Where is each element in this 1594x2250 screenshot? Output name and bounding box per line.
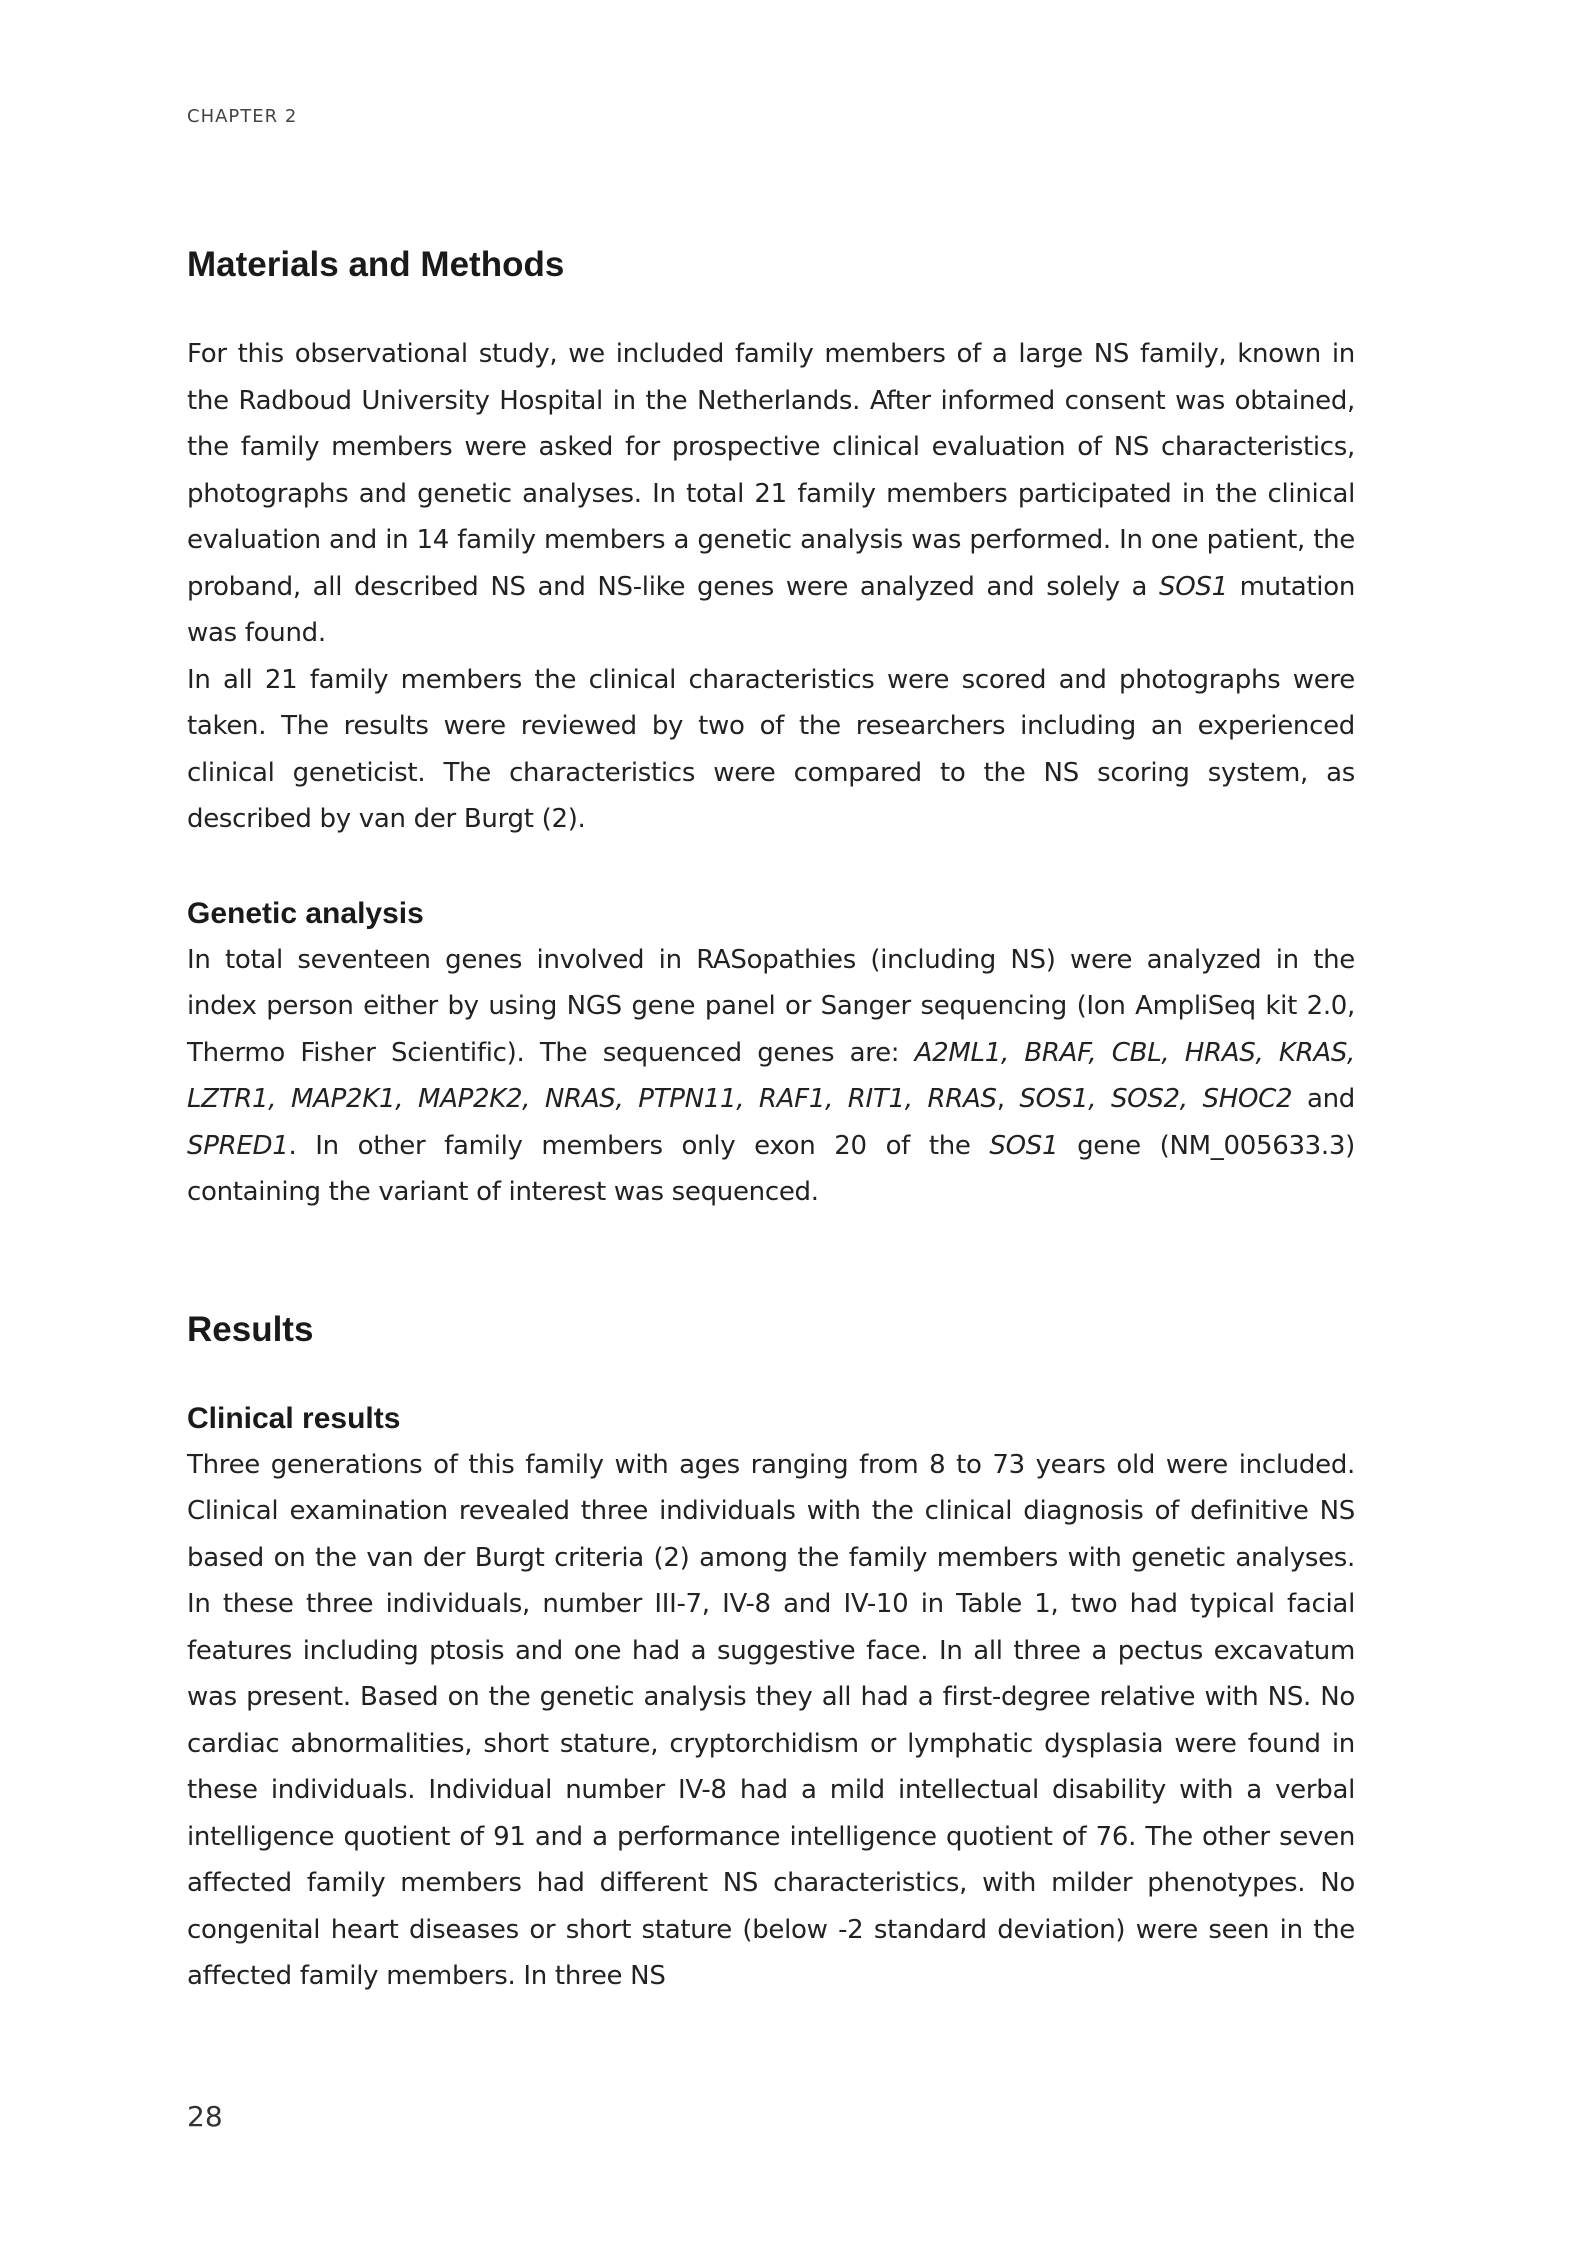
italic-gene-name: SOS1 [1159,571,1228,602]
italic-gene-name: SOS1 [989,1130,1059,1161]
running-header: CHAPTER 2 [187,106,298,127]
paragraph-genetic-analysis: In total seventeen genes involved in RASopathies (including NS) were analyzed in the index person either by using NGS gene panel or Sanger sequencing (Ion AmpliSeq kit 2.0, Thermo Fisher Scientific). The sequenced genes are: A2ML1, BRAF, CBL, HRAS, KRAS, LZTR1, MAP2K1, MAP2K2, NRAS, PTPN11, RAF1, RIT1, RRAS, SOS1, SOS2, SHOC2 and SPRED1. In other family members only exon 20 of the SOS1 gene (NM_005633.3) containing the variant of interest was sequenced. [187,944,1356,1207]
page-number: 28 [187,2100,223,2133]
paragraph-study-design: For this observational study, we included family members of a large NS family, known in the Radboud University Hospital in the Netherlands. After informed consent was obtained, the family members were asked for prospective clinical evaluation of NS characteristics, photographs and genetic analyses. In total 21 family members participated in the clinical evaluation and in 14 family members a genetic analysis was performed. In one patient, the proband, all described NS and NS-like genes were analyzed and solely a SOS1 mutation was found. [187,339,1355,648]
italic-gene-name: A2ML1, BRAF, CBL, HRAS, KRAS, LZTR1, MAP2K1, MAP2K2, NRAS, PTPN11, RAF1, RIT1, RRAS [187,1037,1356,1114]
italic-gene-name: SOS1, SOS2, SHOC2 [1019,1084,1293,1114]
section-heading-materials-methods: Materials and Methods [187,245,565,284]
section-heading-results: Results [187,1309,314,1349]
paragraph-clinical-results: Three generations of this family with ages ranging from 8 to 73 years old were included. Clinical examination revealed three individuals with the clinical diagnosis of definitive NS based on the van der Burgt criteria (2) among the family members with genetic analyses. In these three individuals, number III-7, IV-8 and IV-10 in Table 1, two had typical facial features including ptosis and one had a suggestive face. In all three a pectus excavatum was present. Based on the genetic analysis they all had a first-degree relative with NS. No cardiac abnormalities, short stature, cryptorchidism or lymphatic dysplasia were found in these individuals. Individual number IV-8 had a mild intellectual disability with a verbal intelligence quotient of 91 and a performance intelligence quotient of 76. The other seven affected family members had different NS characteristics, with milder phenotypes. No congenital heart diseases or short stature (below -2 standard deviation) were seen in the affected family members. In three NS [187,1449,1355,1991]
paragraph-clinical-scoring: In all 21 family members the clinical characteristics were scored and photographs were taken. The results were reviewed by two of the researchers including an experienced clinical geneticist. The characteristics were compared to the NS scoring system, as described by van der Burgt (2). [187,664,1355,834]
subheading-genetic-analysis: Genetic analysis [187,896,424,930]
page-content [187,235,1355,2000]
italic-gene-name: SPRED1 [187,1130,289,1161]
subheading-clinical-results: Clinical results [187,1401,401,1435]
